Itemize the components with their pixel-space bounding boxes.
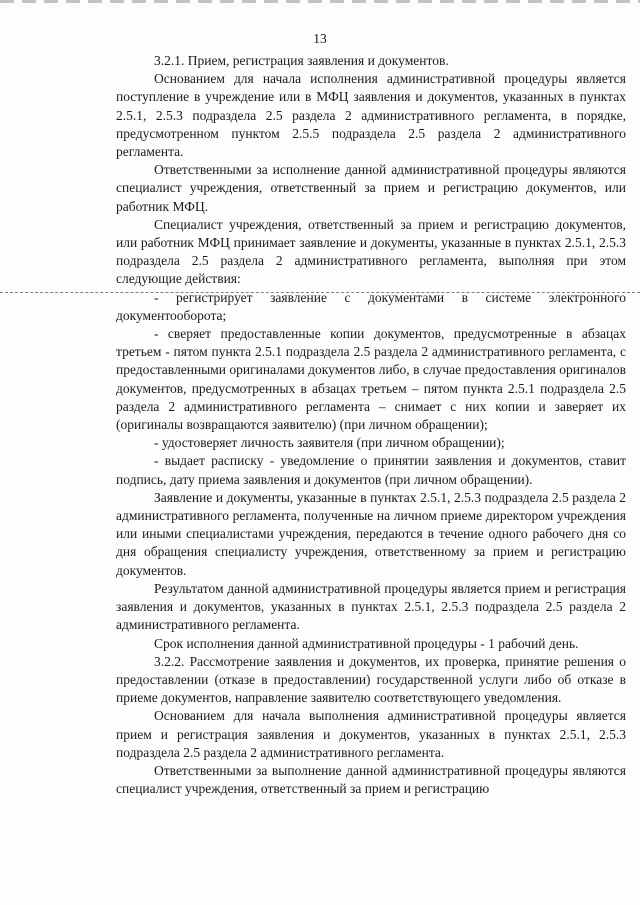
paragraph: Специалист учреждения, ответственный за прием и регистрацию документов, или работник МФЦ принимает заявление и документы, указанные в пунктах 2.5.1, 2.5.3 подраздела 2.5 раздела 2 административного регламента, выполняя при этом следующие действия: — [116, 216, 626, 287]
scan-top-edge — [0, 0, 640, 3]
list-item: - регистрирует заявление с документами в системе электронного документооборота; — [116, 289, 626, 323]
paragraph: Ответственными за исполнение данной административной процедуры являются специалист учреждения, ответственный за прием и регистрацию документов, или работник МФЦ. — [116, 162, 626, 214]
list-item: - выдает расписку - уведомление о принятии заявления и документов, ставит подпись, дату приема заявления и документов (при личном обращении). — [116, 453, 626, 487]
paragraph-section-heading: 3.2.1. Прием, регистрация заявления и документов. — [154, 53, 449, 68]
paragraph: Срок исполнения данной административной процедуры - 1 рабочий день. — [154, 635, 579, 651]
paragraph: Основанием для начала выполнения административной процедуры является прием и регистрация заявления и документов, указанных в пунктах 2.5.1, 2.5.3 подраздела 2.5 раздела 2 административного регламента. — [116, 708, 626, 760]
paragraph: Результатом данной административной процедуры является прием и регистрация заявления и документов, указанных в пунктах 2.5.1, 2.5.3 подраздела 2.5 раздела 2 административного регламента. — [116, 580, 626, 633]
page-number: 13 — [313, 31, 327, 46]
list-item: - удостоверяет личность заявителя (при личном обращении); — [154, 435, 505, 451]
paragraph-section-heading: 3.2.2. Рассмотрение заявления и документов, их проверка, принятие решения о предоставлении (отказе в предоставлении) государственной услуги либо об отказе в приеме документов, направление заявителю соответствующего уведомления. — [116, 653, 626, 706]
paragraph: Основанием для начала исполнения административной процедуры является поступление в учреждение или в МФЦ заявления и документов, указанных в пунктах 2.5.1, 2.5.3 подраздела 2.5 раздела 2 административного регламента, в порядке, предусмотренном пунктом 2.5.5 подраздела 2.5 раздела 2 административного регламента. — [116, 71, 626, 160]
list-item: - сверяет предоставленные копии документов, предусмотренные в абзацах третьем - пятом пункта 2.5.1 подраздела 2.5 раздела 2 административного регламента, с предоставленными оригиналами документов либо, в случае предоставления оригиналов документов, предусмотренных в абзацах третьем – пятом пункта 2.5.1 подраздела 2.5 раздела 2 административного регламента – снимает с них копии и заверяет их (оригиналы возвращаются заявителю) (при личном обращении); — [116, 326, 626, 433]
paragraph: Ответственными за выполнение данной административной процедуры являются специалист учреждения, ответственный за прием и регистрацию — [116, 762, 626, 797]
paragraph: Заявление и документы, указанные в пунктах 2.5.1, 2.5.3 подраздела 2.5 раздела 2 административного регламента, полученные на личном приеме директором учреждения или иными специалистами учреждения, передаются в течение одного рабочего дня со дня обращения специалисту учреждения, ответственному за прием и регистрацию документов. — [116, 489, 626, 578]
document-body — [116, 52, 626, 798]
